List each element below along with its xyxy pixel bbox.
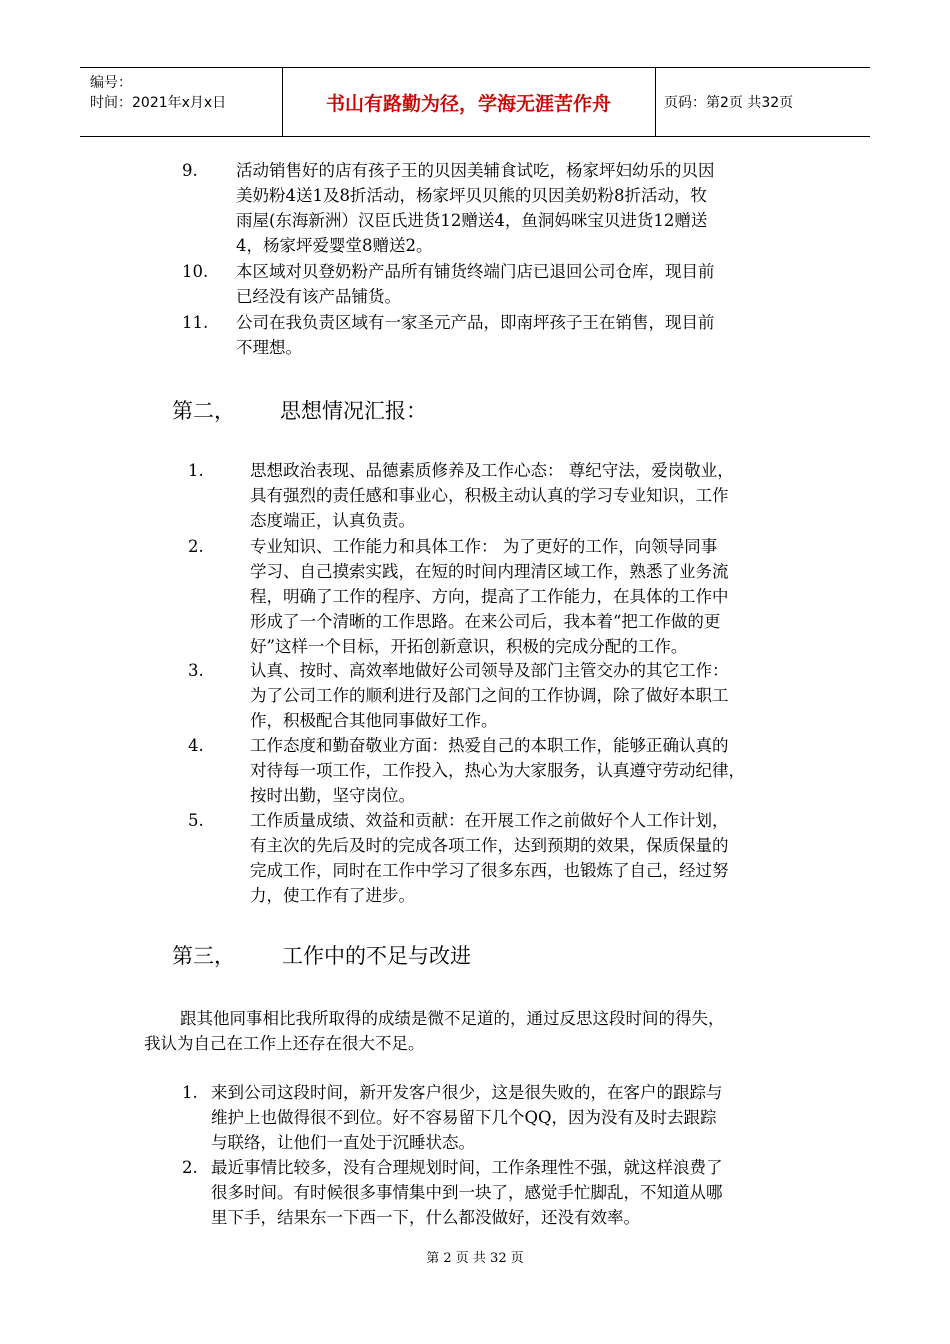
section2-heading <box>172 397 772 425</box>
text-line: 认真、按时、高效率地做好公司领导及部门主管交办的其它工作： <box>250 661 729 680</box>
doc-date-label: 时间：2021年x月x日 <box>90 95 227 111</box>
list-item-number: 5. <box>188 811 204 830</box>
text-line: 不理想。 <box>236 338 302 357</box>
text-line: 来到公司这段时间，新开发客户很少，这是很失败的，在客户的跟踪与 <box>211 1083 723 1102</box>
header-motto: 书山有路勤为径，学海无涯苦作舟 <box>325 93 611 115</box>
text-line: 程，明确了工作的程序、方向，提高了工作能力，在具体的工作中 <box>250 587 729 606</box>
text-line: 态度端正，认真负责。 <box>250 511 415 530</box>
section2-title: 思想情况汇报： <box>280 399 427 423</box>
list-item-number: 4. <box>188 736 204 755</box>
text-line: 好”这样一个目标，开拓创新意识，积极的完成分配的工作。 <box>250 637 688 656</box>
intro-line: 跟其他同事相比我所取得的成绩是微不足道的，通过反思这段时间的得失， <box>180 1009 725 1028</box>
text-line: 具有强烈的责任感和事业心，积极主动认真的学习专业知识，工作 <box>250 486 729 505</box>
text-line: 最近事情比较多，没有合理规划时间，工作条理性不强，就这样浪费了 <box>211 1158 723 1177</box>
list-item-text <box>250 534 729 659</box>
intro-line: 我认为自己在工作上还存在很大不足。 <box>144 1034 425 1053</box>
text-line: 雨屋(东海新洲）汉臣氏进货12赠送4，鱼洞妈咪宝贝进货12赠送 <box>236 211 708 230</box>
text-line: 与联络，让他们一直处于沉睡状态。 <box>211 1133 475 1152</box>
doc-number-label: 编号： <box>90 75 132 91</box>
text-line: 作，积极配合其他同事做好工作。 <box>250 711 498 730</box>
list-item-text <box>211 1155 723 1230</box>
list-item-text <box>236 259 715 309</box>
list-item-text <box>236 310 715 360</box>
text-line: 已经没有该产品铺货。 <box>236 287 401 306</box>
list-item-number: 2. <box>188 537 204 556</box>
text-line: 4，杨家坪爱婴堂8赠送2。 <box>236 236 433 255</box>
text-line: 对待每一项工作，工作投入，热心为大家服务，认真遵守劳动纪律， <box>250 761 745 780</box>
list-item-text <box>250 808 729 908</box>
text-line: 学习、自己摸索实践，在短的时间内理清区域工作，熟悉了业务流 <box>250 562 729 581</box>
text-line: 思想政治表现、品德素质修养及工作心态： 尊纪守法，爱岗敬业， <box>250 461 734 480</box>
list-item-text <box>250 733 745 808</box>
list-item-number: 10. <box>182 262 209 281</box>
text-line: 工作质量成绩、效益和贡献：在开展工作之前做好个人工作计划， <box>250 811 729 830</box>
text-line: 维护上也做得很不到位。好不容易留下几个QQ，因为没有及时去跟踪 <box>211 1108 717 1127</box>
text-line: 完成工作，同时在工作中学习了很多东西，也锻炼了自己，经过努 <box>250 861 729 880</box>
header-bottom-rule <box>80 136 870 137</box>
text-line: 形成了一个清晰的工作思路。在来公司后，我本着“把工作做的更 <box>250 612 721 631</box>
list-item-number: 2. <box>182 1158 198 1177</box>
header-divider-right <box>655 67 656 137</box>
header-top-rule <box>80 67 870 68</box>
text-line: 为了公司工作的顺利进行及部门之间的工作协调，除了做好本职工 <box>250 686 729 705</box>
text-line: 里下手，结果东一下西一下，什么都没做好，还没有效率。 <box>211 1208 640 1227</box>
header-meta <box>90 73 226 113</box>
text-line: 专业知识、工作能力和具体工作： 为了更好的工作，向领导同事 <box>250 537 718 556</box>
text-line: 本区域对贝登奶粉产品所有铺货终端门店已退回公司仓库，现目前 <box>236 262 715 281</box>
list-item-number: 1. <box>188 461 204 480</box>
page-footer: 第 2 页 共 32 页 <box>426 1251 524 1266</box>
list-item-number: 3. <box>188 661 204 680</box>
section3-title: 工作中的不足与改进 <box>282 944 471 968</box>
text-line: 公司在我负责区域有一家圣元产品，即南坪孩子王在销售，现目前 <box>236 313 715 332</box>
list-item-text <box>211 1080 723 1155</box>
list-item-number: 9. <box>182 161 198 180</box>
list-item-text <box>250 658 729 733</box>
header-page-info: 页码：第2页 共32页 <box>664 95 794 111</box>
list-item-number: 11. <box>182 313 209 332</box>
text-line: 很多时间。有时候很多事情集中到一块了，感觉手忙脚乱，不知道从哪 <box>211 1183 723 1202</box>
text-line: 活动销售好的店有孩子王的贝因美辅食试吃，杨家坪妇幼乐的贝因 <box>236 161 715 180</box>
text-line: 力，使工作有了进步。 <box>250 886 415 905</box>
section3-heading <box>172 942 772 970</box>
text-line: 美奶粉4送1及8折活动，杨家坪贝贝熊的贝因美奶粉8折活动，牧 <box>236 186 707 205</box>
list-item-text <box>250 458 734 533</box>
section2-label: 第二， <box>172 399 235 423</box>
page-header <box>80 67 870 137</box>
text-line: 按时出勤，坚守岗位。 <box>250 786 415 805</box>
text-line: 工作态度和勤奋敬业方面：热爱自己的本职工作，能够正确认真的 <box>250 736 729 755</box>
text-line: 有主次的先后及时的完成各项工作，达到预期的效果，保质保量的 <box>250 836 729 855</box>
section3-label: 第三， <box>172 944 235 968</box>
list-item-number: 1. <box>182 1083 198 1102</box>
list-item-text <box>236 158 715 258</box>
